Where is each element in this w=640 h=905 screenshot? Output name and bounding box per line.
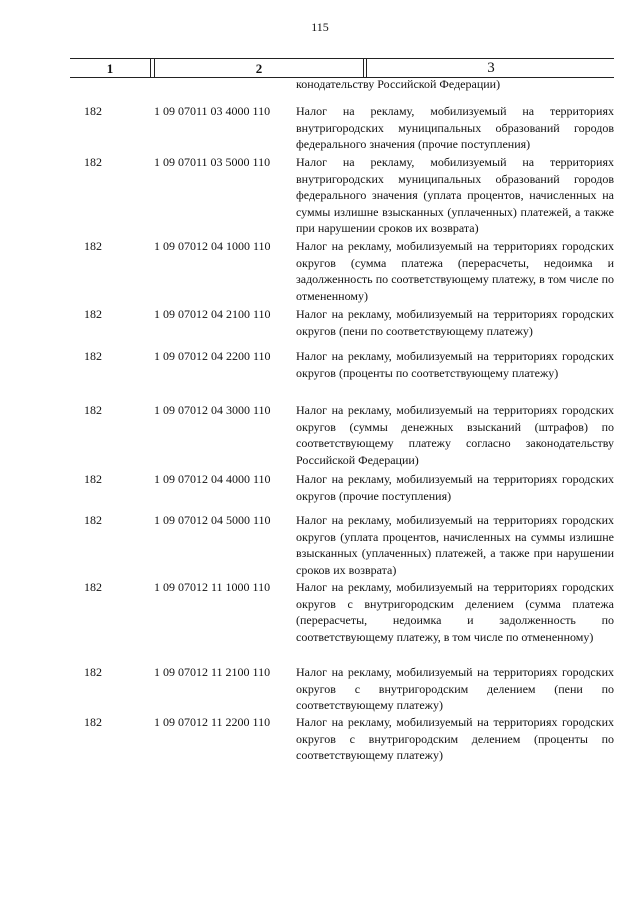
revenue-description: Налог на рекламу, мобилизуемый на территориях городских округов (суммы денежных взысканий (штрафов) по соответствующему платежу согласно законодательству Российской Федерации) <box>296 403 614 467</box>
admin-code: 182 <box>84 239 102 253</box>
budget-classification-code: 1 09 07012 04 2100 110 <box>154 307 271 321</box>
revenue-description: Налог на рекламу, мобилизуемый на территориях городских округов (проценты по соответствующему платежу) <box>296 349 614 380</box>
revenue-description: Налог на рекламу, мобилизуемый на территориях городских округов с внутригородским делением (проценты по соответствующему платежу) <box>296 715 614 762</box>
budget-classification-code: 1 09 07011 03 5000 110 <box>154 155 271 169</box>
continued-text: конодательству Российской Федерации) <box>296 77 501 91</box>
admin-code: 182 <box>84 580 102 594</box>
revenue-description: Налог на рекламу, мобилизуемый на территориях городских округов с внутригородским делением (сумма платежа (перерасчеты, недоимка и задолженность по соответствующему платежу, в том числе по отмененному) <box>296 580 614 644</box>
admin-code: 182 <box>84 472 102 486</box>
revenue-description: Налог на рекламу, мобилизуемый на территориях городских округов (пени по соответствующему платежу) <box>296 307 614 338</box>
budget-classification-code: 1 09 07012 11 2100 110 <box>154 665 271 679</box>
budget-classification-code: 1 09 07012 11 1000 110 <box>154 580 271 594</box>
column-header-3: 3 <box>366 59 615 77</box>
admin-code: 182 <box>84 715 102 729</box>
budget-classification-code: 1 09 07012 04 2200 110 <box>154 349 271 363</box>
column-header-2: 2 <box>154 59 364 77</box>
budget-classification-code: 1 09 07012 04 1000 110 <box>154 239 271 253</box>
revenue-description: Налог на рекламу, мобилизуемый на территориях внутригородских муниципальных образований городов федерального значения (уплата процентов, начисленных на суммы излишне взысканных (уплаченных) платежей, а также при нарушении сроков их возврата) <box>296 155 614 235</box>
table-header <box>70 58 614 78</box>
revenue-description: Налог на рекламу, мобилизуемый на территориях городских округов (прочие поступления) <box>296 472 614 503</box>
page-number: 115 <box>311 20 329 34</box>
budget-classification-code: 1 09 07012 11 2200 110 <box>154 715 271 729</box>
budget-classification-code: 1 09 07012 04 5000 110 <box>154 513 271 527</box>
column-header-1: 1 <box>70 59 151 77</box>
budget-classification-code: 1 09 07012 04 3000 110 <box>154 403 271 417</box>
admin-code: 182 <box>84 513 102 527</box>
revenue-description: Налог на рекламу, мобилизуемый на территориях внутригородских муниципальных образований городов федерального значения (прочие поступления) <box>296 104 614 151</box>
admin-code: 182 <box>84 349 102 363</box>
admin-code: 182 <box>84 403 102 417</box>
admin-code: 182 <box>84 104 102 118</box>
admin-code: 182 <box>84 155 102 169</box>
budget-classification-code: 1 09 07011 03 4000 110 <box>154 104 271 118</box>
budget-classification-code: 1 09 07012 04 4000 110 <box>154 472 271 486</box>
admin-code: 182 <box>84 307 102 321</box>
revenue-description: Налог на рекламу, мобилизуемый на территориях городских округов (уплата процентов, начисленных на суммы излишне взысканных (уплаченных) платежей, а также при нарушении сроков их возврата) <box>296 513 614 577</box>
revenue-description: Налог на рекламу, мобилизуемый на территориях городских округов (сумма платежа (перерасчеты, недоимка и задолженность по соответствующему платежу, в том числе по отмененному) <box>296 239 614 303</box>
admin-code: 182 <box>84 665 102 679</box>
revenue-description: Налог на рекламу, мобилизуемый на территориях городских округов с внутригородским делением (пени по соответствующему платежу) <box>296 665 614 712</box>
